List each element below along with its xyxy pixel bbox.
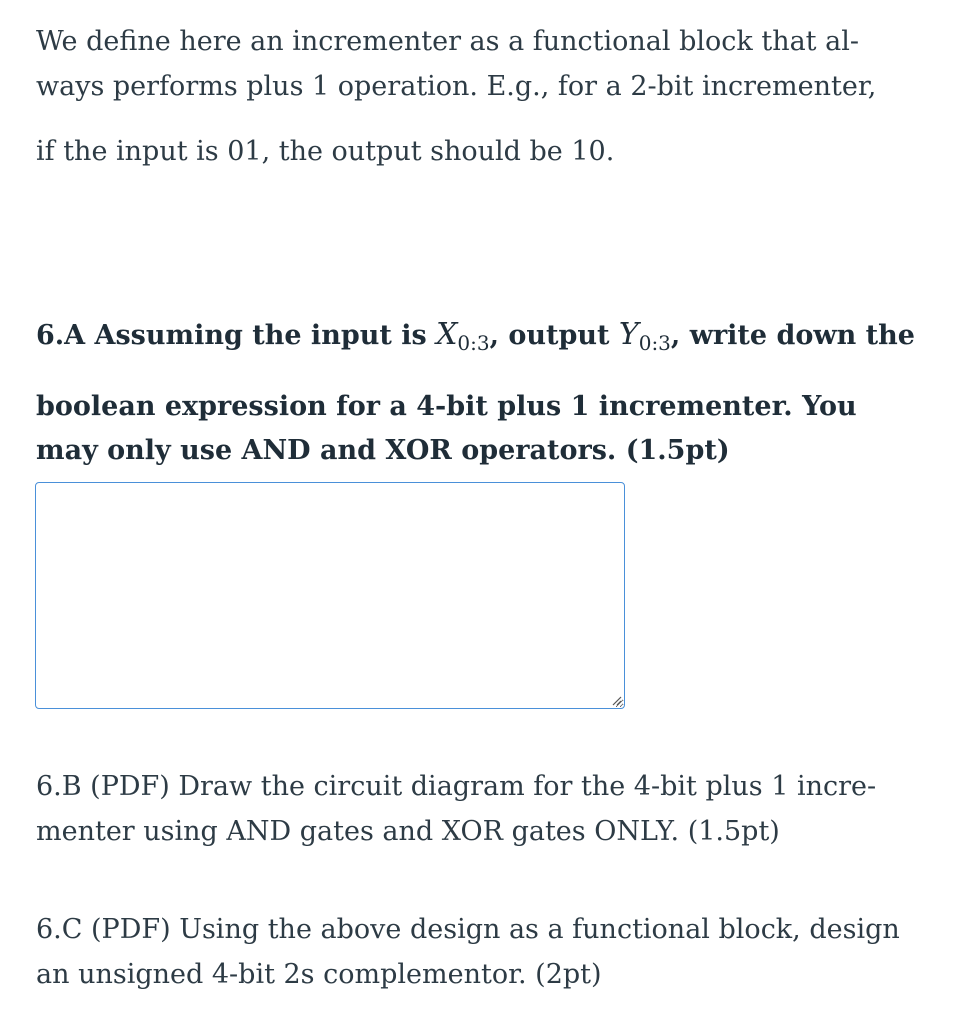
question-6a-line-2: boolean expression for a 4-bit plus 1 incrementer. You xyxy=(36,391,857,422)
math-y-variable: $Y_{0:3}$ xyxy=(618,317,671,355)
question-6c-line-1: 6.C (PDF) Using the above design as a functional block, design xyxy=(36,914,900,945)
math-x-variable: $X_{0:3}$ xyxy=(436,317,490,355)
question-6a-line-1 xyxy=(36,318,915,360)
intro-line-2: ways performs plus 1 operation. E.g., for a 2-bit incrementer, xyxy=(36,71,877,102)
question-6c-line-2: an unsigned 4-bit 2s complementor. (2pt) xyxy=(36,959,602,990)
question-6a-suffix: , write down the xyxy=(670,320,915,351)
resize-handle-icon[interactable] xyxy=(610,694,622,706)
intro-line-1: We define here an incrementer as a functional block that al- xyxy=(36,26,859,57)
question-6a-prefix: 6.A Assuming the input is xyxy=(36,320,437,351)
question-6a-mid: , output xyxy=(489,320,619,351)
question-6b-line-2: menter using AND gates and XOR gates ONLY. (1.5pt) xyxy=(36,816,780,847)
question-6a-line-3: may only use AND and XOR operators. (1.5pt) xyxy=(36,435,730,466)
answer-textarea[interactable] xyxy=(35,482,625,709)
question-6b-line-1: 6.B (PDF) Draw the circuit diagram for the 4-bit plus 1 incre- xyxy=(36,771,877,802)
intro-line-3: if the input is 01, the output should be 10. xyxy=(36,136,615,167)
